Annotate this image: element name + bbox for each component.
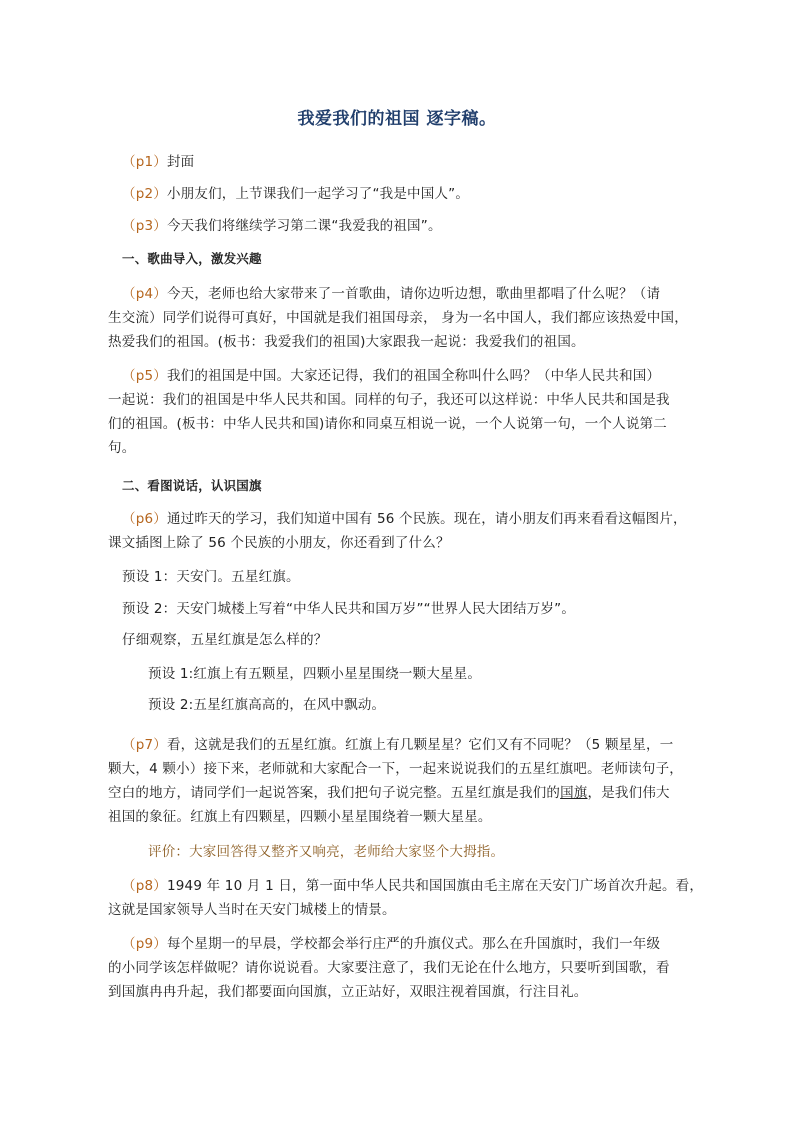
paragraph-p9-line2: 的小同学该怎样做呢？请你说说看。大家要注意了，我们无论在什么地方，只要听到国歌，看 xyxy=(108,960,670,976)
paragraph-p7-line3 xyxy=(108,780,670,806)
preset-2b: 预设 2:五星红旗高高的，在风中飘动。 xyxy=(148,697,386,713)
paragraph-p5-line4: 句。 xyxy=(108,440,136,456)
paragraph-text: 封面 xyxy=(166,154,195,170)
paragraph-text: ，是我们伟大 xyxy=(587,785,670,801)
page-tag: （p7） xyxy=(122,737,167,753)
paragraph-p7-line4: 祖国的象征。红旗上有四颗星，四颗小星星围绕着一颗大星星。 xyxy=(108,809,492,825)
section-heading-1: 一、歌曲导入，激发兴趣 xyxy=(122,251,262,266)
preset-1b: 预设 1:红旗上有五颗星，四颗小星星围绕一颗大星星。 xyxy=(148,666,482,682)
paragraph-p4-line2: 生交流）同学们说得可真好，中国就是我们祖国母亲， 身为一名中国人，我们都应该热爱中国， xyxy=(108,310,688,326)
paragraph-p7-line1 xyxy=(122,732,673,758)
paragraph-p5-line2: 一起说：我们的祖国是中华人民共和国。同样的句子，我还可以这样说：中华人民共和国是我 xyxy=(108,392,670,408)
paragraph-text: 小朋友们，上节课我们一起学习了“我是中国人”。 xyxy=(166,186,470,202)
paragraph-p1 xyxy=(122,149,194,175)
page-tag: （p8） xyxy=(122,878,167,894)
page-tag: （p1） xyxy=(122,154,167,170)
paragraph-p5-line1 xyxy=(122,363,660,389)
paragraph-text: 每个星期一的早晨，学校都会举行庄严的升旗仪式。那么在升国旗时，我们一年级 xyxy=(166,936,661,952)
page-tag: （p3） xyxy=(122,218,167,234)
paragraph-p9-line3: 到国旗冉冉升起，我们都要面向国旗，立正站好，双眼注视着国旗，行注目礼。 xyxy=(108,984,588,1000)
page-tag: （p5） xyxy=(122,368,167,384)
paragraph-text: 1949 年 10 月 1 日，第一面中华人民共和国国旗由毛主席在天安门广场首次升起。看， xyxy=(166,878,704,894)
page-tag: （p6） xyxy=(122,511,167,527)
paragraph-p2 xyxy=(122,181,469,207)
paragraph-p8-line2: 这就是国家领导人当时在天安门城楼上的情景。 xyxy=(108,902,396,918)
section-heading-2: 二、看图说话，认识国旗 xyxy=(122,478,262,493)
paragraph-p4-line1 xyxy=(122,281,660,307)
paragraph-text: 今天我们将继续学习第二课“我爱我的祖国”。 xyxy=(166,218,442,234)
paragraph-p5-line3: 们的祖国。(板书：中华人民共和国)请你和同桌互相说一说，一个人说第一句，一个人说第二 xyxy=(108,416,667,432)
paragraph-p6-line2: 课文插图上除了 56 个民族的小朋友，你还看到了什么？ xyxy=(108,535,450,551)
paragraph-p7-line2: 颗大，4 颗小）接下来，老师就和大家配合一下，一起来说说我们的五星红旗吧。老师读句子， xyxy=(108,761,683,777)
paragraph-p9-line1 xyxy=(122,931,660,957)
paragraph-text: 今天，老师也给大家带来了一首歌曲，请你边听边想，歌曲里都唱了什么呢？（请 xyxy=(166,286,661,302)
paragraph-p8-line1 xyxy=(122,873,703,899)
page-tag: （p2） xyxy=(122,186,167,202)
paragraph-p3 xyxy=(122,213,442,239)
observation-question: 仔细观察，五星红旗是怎么样的？ xyxy=(122,632,328,648)
page-tag: （p9） xyxy=(122,936,167,952)
document-title: 我爱我们的祖国 逐字稿。 xyxy=(297,109,497,129)
preset-1: 预设 1：天安门。五星红旗。 xyxy=(122,569,300,585)
paragraph-p6-line1 xyxy=(122,506,687,532)
paragraph-text: 空白的地方，请同学们一起说答案，我们把句子说完整。五星红旗是我们的 xyxy=(108,785,561,801)
evaluation-note: 评价：大家回答得又整齐又响亮，老师给大家竖个大拇指。 xyxy=(148,844,505,860)
paragraph-text: 通过昨天的学习，我们知道中国有 56 个民族。现在，请小朋友们再来看看这幅图片， xyxy=(166,511,687,527)
underlined-answer: 国旗 xyxy=(560,785,588,801)
preset-2: 预设 2：天安门城楼上写着“中华人民共和国万岁”“世界人民大团结万岁”。 xyxy=(122,601,576,617)
paragraph-text: 我们的祖国是中国。大家还记得，我们的祖国全称叫什么吗？（中华人民共和国） xyxy=(166,368,661,384)
paragraph-p4-line3: 热爱我们的祖国。(板书：我爱我们的祖国)大家跟我一起说：我爱我们的祖国。 xyxy=(108,334,585,350)
paragraph-text: 看，这就是我们的五星红旗。红旗上有几颗星星？它们又有不同呢？（5 颗星星，一 xyxy=(166,737,674,753)
page-tag: （p4） xyxy=(122,286,167,302)
